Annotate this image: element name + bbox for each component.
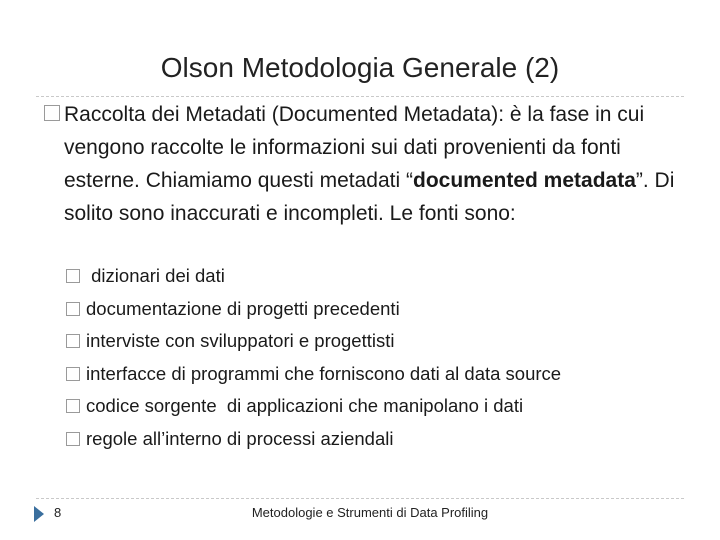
checkbox-bullet-icon [66,302,80,316]
sub-bullet-item [66,423,696,456]
slide-title: Olson Metodologia Generale (2) [160,52,560,83]
sub-bullet-item [66,390,696,423]
top-divider [36,96,684,97]
page-number: 8 [54,505,62,520]
checkbox-bullet-icon [66,399,80,413]
main-text-bold: documented metadata [413,169,636,192]
checkbox-bullet-icon [66,432,80,446]
main-text-before: Raccolta dei Metadati (Documented Metadata): è la fase in cui vengono raccolte le informazioni sui dati provenienti da fonti esterne. Chiamiamo questi metadati “ [64,103,645,192]
sub-bullet-text: interviste con sviluppatori e progettisti [86,330,395,351]
sub-bullet-text: regole all’interno di processi aziendali [86,427,394,449]
main-bullet [44,98,684,230]
sub-bullet-text: documentazione di progetti precedenti [86,297,400,319]
sub-bullet-text: dizionari dei dati [86,265,225,286]
main-bullet-text [64,98,684,230]
checkbox-bullet-icon [66,367,80,381]
footer-text: Metodologie e Strumenti di Data Profiling [251,505,489,520]
sub-bullet-text: interfacce di programmi che forniscono dati al data source [86,362,562,384]
main-text-after: ”. Di solito sono inaccurati e incompleti. Le fonti sono: [64,169,675,225]
checkbox-bullet-icon [44,105,60,121]
bottom-divider [36,498,684,499]
sub-bullet-item [66,293,696,326]
sub-bullet-item [66,260,696,293]
checkbox-bullet-icon [66,334,80,348]
sub-bullet-item [66,325,696,358]
sub-bullet-text: codice sorgente di applicazioni che manipolano i dati [86,395,524,416]
sub-bullet-item [66,358,696,391]
sub-bullet-list [66,260,696,455]
checkbox-bullet-icon [66,269,80,283]
